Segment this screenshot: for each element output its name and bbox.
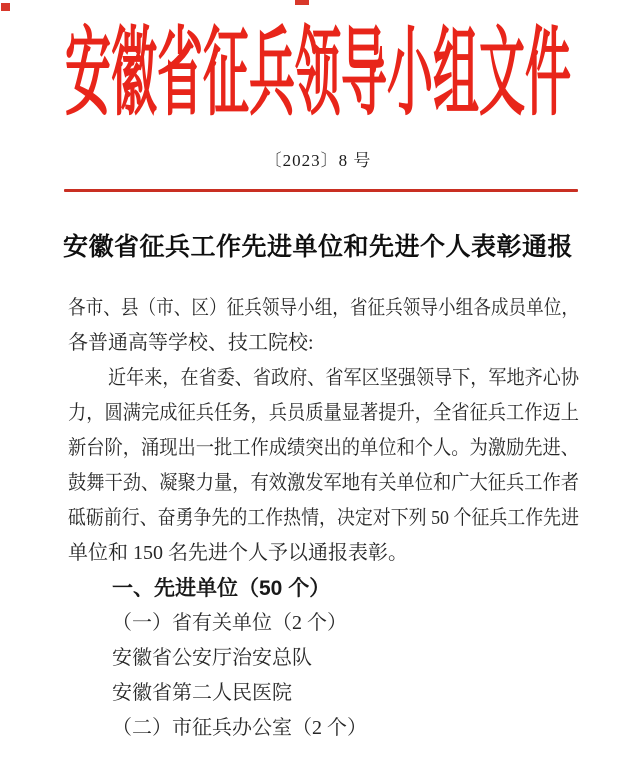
document-body [68, 291, 579, 746]
paragraph-line-2: 力，圆满完成征兵任务，兵员质量显著提升，全省征兵工作迈上 [68, 402, 579, 424]
list-item-unit: 安徽省公安厅治安总队 [112, 647, 312, 669]
scan-artifact-mark [1, 3, 10, 11]
paragraph-line-4: 鼓舞干劲、凝聚力量，有效激发军地有关单位和广大征兵工作者 [68, 472, 579, 494]
red-header-banner [0, 19, 636, 127]
paragraph-line-5: 砥砺前行、奋勇争先的工作热情，决定对下列 50 个征兵工作先进 [68, 507, 579, 529]
list-subheading-province-units: （一）省有关单位（2 个） [112, 612, 347, 634]
red-divider-rule [64, 189, 578, 192]
salutation-line-2: 各普通高等学校、技工院校: [68, 332, 314, 354]
section-heading-advanced-units: 一、先进单位（50 个） [112, 577, 331, 600]
paragraph-line-1: 近年来，在省委、省政府、省军区坚强领导下，军地齐心协 [108, 367, 579, 389]
org-title: 安徽省征兵领导小组文件 [65, 19, 571, 127]
scan-artifact-mark [295, 0, 309, 5]
paragraph-line-6: 单位和 150 名先进个人予以通报表彰。 [68, 542, 408, 564]
paragraph-line-3: 新台阶，涌现出一批工作成绩突出的单位和个人。为激励先进、 [68, 437, 579, 459]
list-item-unit: 安徽省第二人民医院 [112, 682, 292, 704]
list-subheading-city-offices: （二）市征兵办公室（2 个） [112, 717, 367, 739]
document-title: 安徽省征兵工作先进单位和先进个人表彰通报 [62, 234, 573, 261]
salutation-line-1: 各市、县（市、区）征兵领导小组，省征兵领导小组各成员单位， [68, 297, 579, 319]
doc-number: 〔2023〕8 号 [264, 151, 372, 170]
